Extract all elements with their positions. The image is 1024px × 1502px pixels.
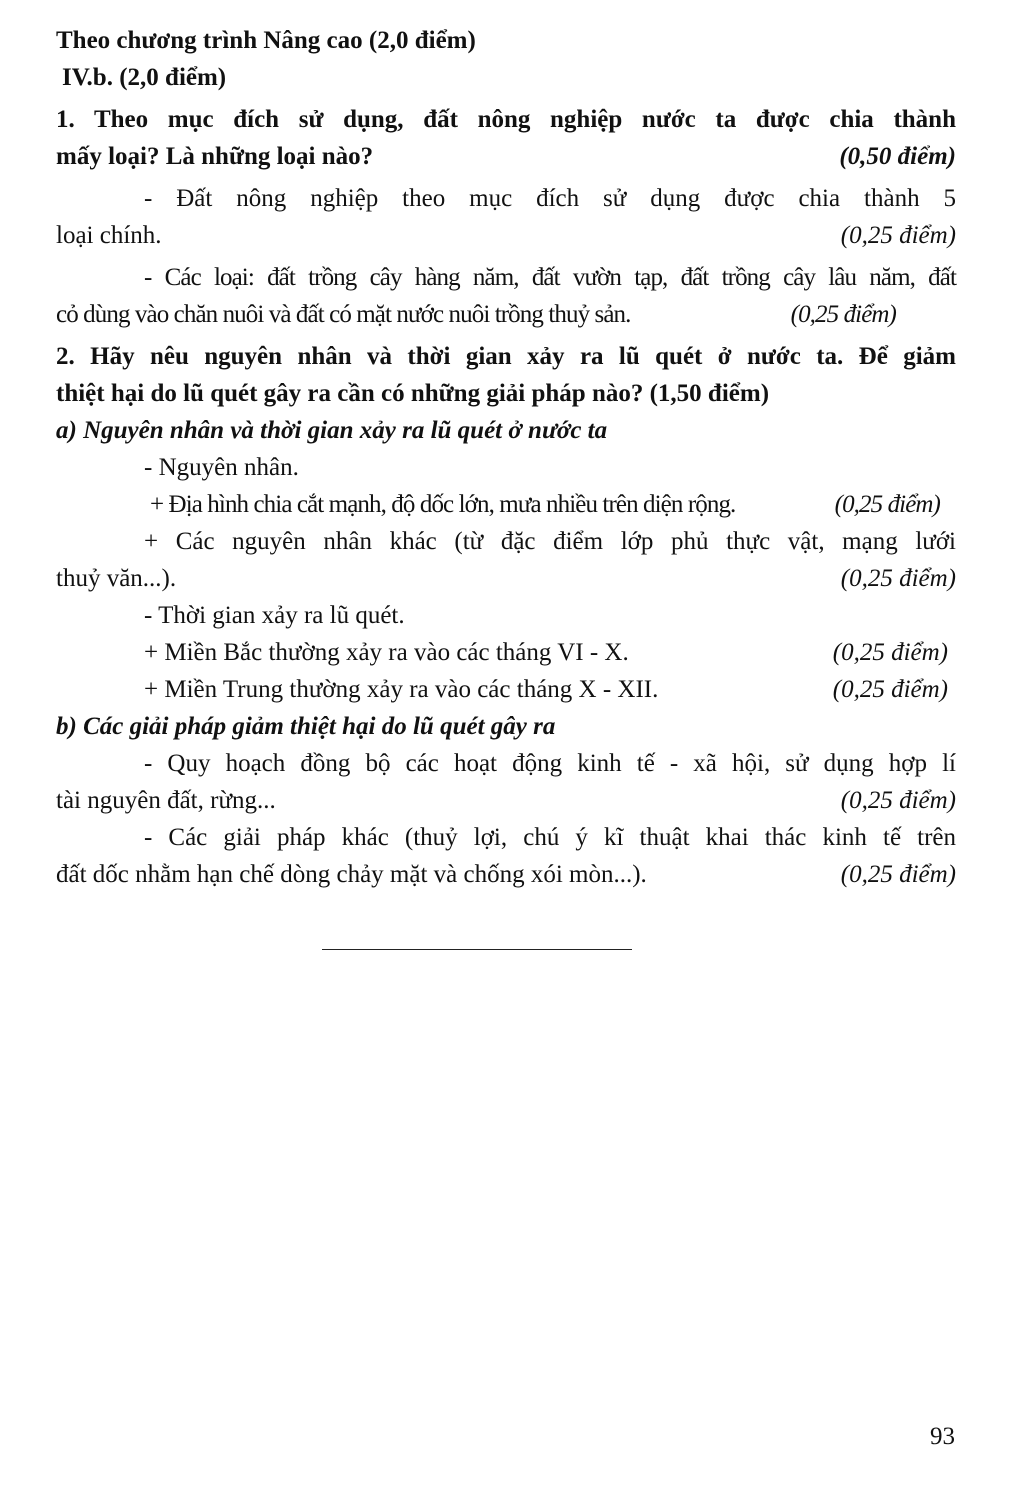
page-number: 93	[930, 1423, 955, 1450]
answer-key-page	[56, 22, 956, 893]
part-label: IV.b. (2,0 điểm)	[62, 64, 227, 91]
question-1-score: (0,50 điểm)	[839, 143, 956, 170]
solution-2-score: (0,25 điểm)	[840, 861, 956, 888]
cause-2-line-1: + Các nguyên nhân khác (từ đặc điểm lớp phủ thực vật, mạng lưới	[144, 528, 956, 555]
answer-1-2-line-2: cỏ dùng vào chăn nuôi và đất có mặt nước nuôi trồng thuỷ sản. (0,25 điểm)	[56, 296, 956, 333]
solution-1-line-2: tài nguyên đất, rừng... (0,25 điểm)	[56, 782, 956, 819]
section-title: Theo chương trình Nâng cao (2,0 điểm)	[56, 27, 476, 54]
solution-1-score: (0,25 điểm)	[840, 787, 956, 814]
cause-1: + Địa hình chia cắt mạnh, độ dốc lớn, mưa nhiều trên diện rộng. (0,25 điểm)	[56, 486, 956, 523]
time-2: + Miền Trung thường xảy ra vào các tháng X - XII. (0,25 điểm)	[56, 671, 956, 708]
cause-2-score: (0,25 điểm)	[840, 565, 956, 592]
time-2-score: (0,25 điểm)	[832, 676, 948, 703]
answer-1-1-score: (0,25 điểm)	[840, 222, 956, 249]
divider-line	[322, 949, 632, 950]
cause-2-line-2: thuỷ văn...). (0,25 điểm)	[56, 560, 956, 597]
time-1: + Miền Bắc thường xảy ra vào các tháng VI - X. (0,25 điểm)	[56, 634, 956, 671]
solution-1-line-1: - Quy hoạch đồng bộ các hoạt động kinh tế - xã hội, sử dụng hợp lí	[144, 750, 956, 777]
solution-2-line-1: - Các giải pháp khác (thuỷ lợi, chú ý kĩ thuật khai thác kinh tế trên	[144, 824, 956, 851]
answer-1-1-line-2: loại chính. (0,25 điểm)	[56, 217, 956, 254]
part-a-heading: a) Nguyên nhân và thời gian xảy ra lũ quét ở nước ta	[56, 417, 608, 444]
part-b-heading: b) Các giải pháp giảm thiệt hại do lũ quét gây ra	[56, 713, 556, 740]
solution-2-line-2: đất dốc nhằm hạn chế dòng chảy mặt và chống xói mòn...). (0,25 điểm)	[56, 856, 956, 893]
time-label: - Thời gian xảy ra lũ quét.	[144, 602, 405, 629]
question-1-line-2: mấy loại? Là những loại nào? (0,50 điểm)	[56, 138, 956, 175]
cause-label: - Nguyên nhân.	[144, 454, 299, 481]
time-1-score: (0,25 điểm)	[832, 639, 948, 666]
answer-1-1-line-1: - Đất nông nghiệp theo mục đích sử dụng được chia thành 5	[144, 185, 956, 212]
question-1-line-1: 1. Theo mục đích sử dụng, đất nông nghiệp nước ta được chia thành	[56, 106, 956, 133]
cause-1-score: (0,25 điểm)	[834, 491, 940, 518]
question-2-line-2: thiệt hại do lũ quét gây ra cần có những giải pháp nào? (1,50 điểm)	[56, 380, 770, 407]
answer-1-2-line-1: - Các loại: đất trồng cây hàng năm, đất vườn tạp, đất trồng cây lâu năm, đất	[144, 264, 956, 291]
question-2-line-1: 2. Hãy nêu nguyên nhân và thời gian xảy ra lũ quét ở nước ta. Để giảm	[56, 343, 956, 370]
answer-1-2-score: (0,25 điểm)	[790, 301, 896, 328]
